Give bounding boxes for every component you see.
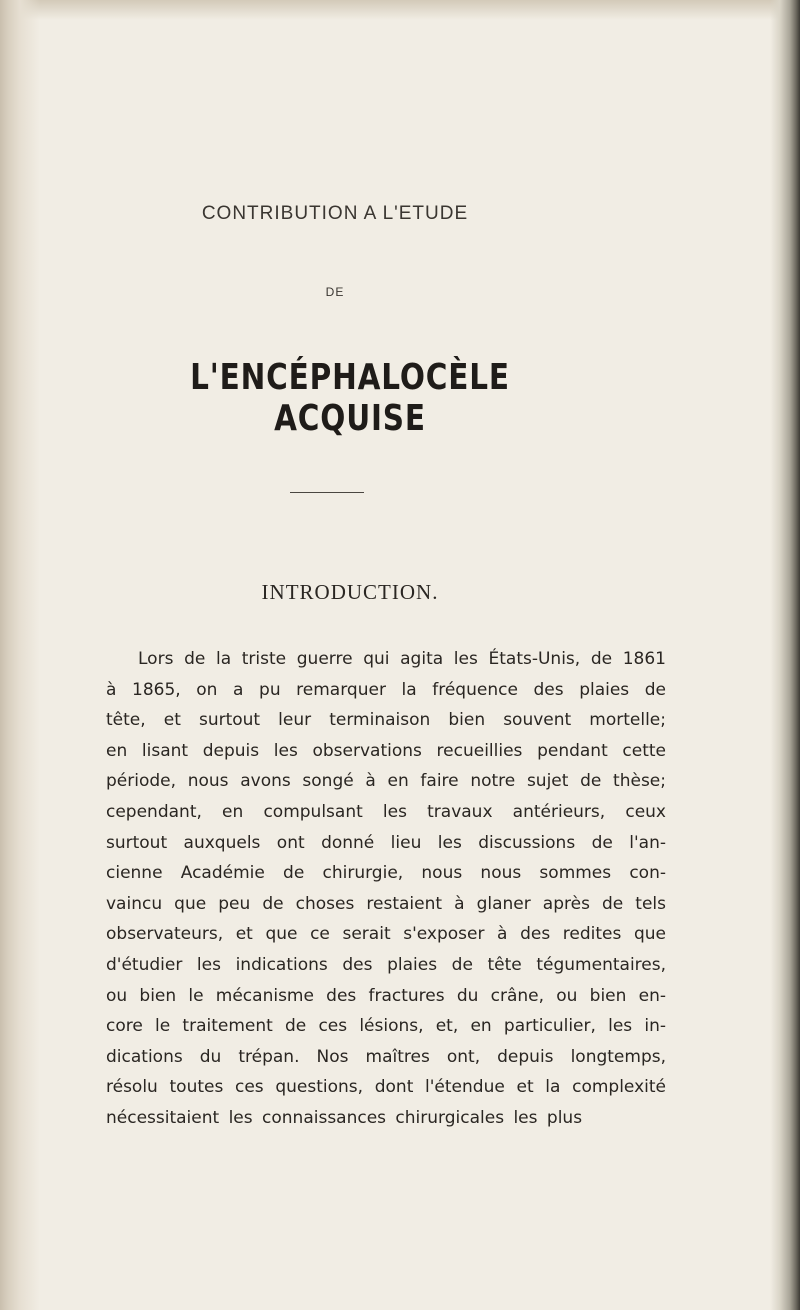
- paragraph-line: résolu toutes ces questions, dont l'étendue et la complexité: [106, 1077, 666, 1098]
- main-title: L'ENCÉPHALOCÈLE ACQUISE: [190, 357, 510, 439]
- paragraph-line: cependant, en compulsant les travaux antérieurs, ceux: [106, 801, 666, 822]
- paragraph-line: observateurs, et que ce serait s'exposer à des redites que: [106, 924, 666, 945]
- paragraph-line: cienne Académie de chirurgie, nous nous sommes con-: [106, 863, 666, 884]
- title-connector: DE: [325, 285, 345, 299]
- page-binding-edge: [770, 0, 800, 1310]
- paragraph-line: à 1865, on a pu remarquer la fréquence des plaies de: [106, 679, 666, 700]
- paragraph: [106, 644, 666, 1134]
- page-left-edge: [0, 0, 40, 1310]
- paragraph-line: surtout auxquels ont donné lieu les discussions de l'an-: [106, 832, 666, 853]
- paragraph-line: Lors de la triste guerre qui agita les États-Unis, de 1861: [138, 649, 666, 669]
- paragraph-line: vaincu que peu de choses restaient à glaner après de tels: [106, 893, 666, 914]
- title-divider: [290, 492, 364, 493]
- page-top-edge: [0, 0, 800, 20]
- paragraph-line: d'étudier les indications des plaies de tête tégumentaires,: [106, 954, 666, 975]
- paragraph-line: période, nous avons songé à en faire notre sujet de thèse;: [106, 771, 666, 792]
- section-heading: INTRODUCTION.: [261, 580, 439, 604]
- paragraph-line: ou bien le mécanisme des fractures du crâne, ou bien en-: [106, 985, 666, 1006]
- paragraph-line: dications du trépan. Nos maîtres ont, depuis longtemps,: [106, 1046, 666, 1067]
- paragraph-line: tête, et surtout leur terminaison bien souvent mortelle;: [106, 710, 666, 731]
- paragraph-line: core le traitement de ces lésions, et, en particulier, les in-: [106, 1016, 666, 1037]
- paragraph-line: nécessitaient les connaissances chirurgicales les plus: [106, 1107, 583, 1128]
- pre-title: CONTRIBUTION A L'ETUDE: [201, 203, 469, 224]
- paragraph-line: en lisant depuis les observations recueillies pendant cette: [106, 740, 666, 761]
